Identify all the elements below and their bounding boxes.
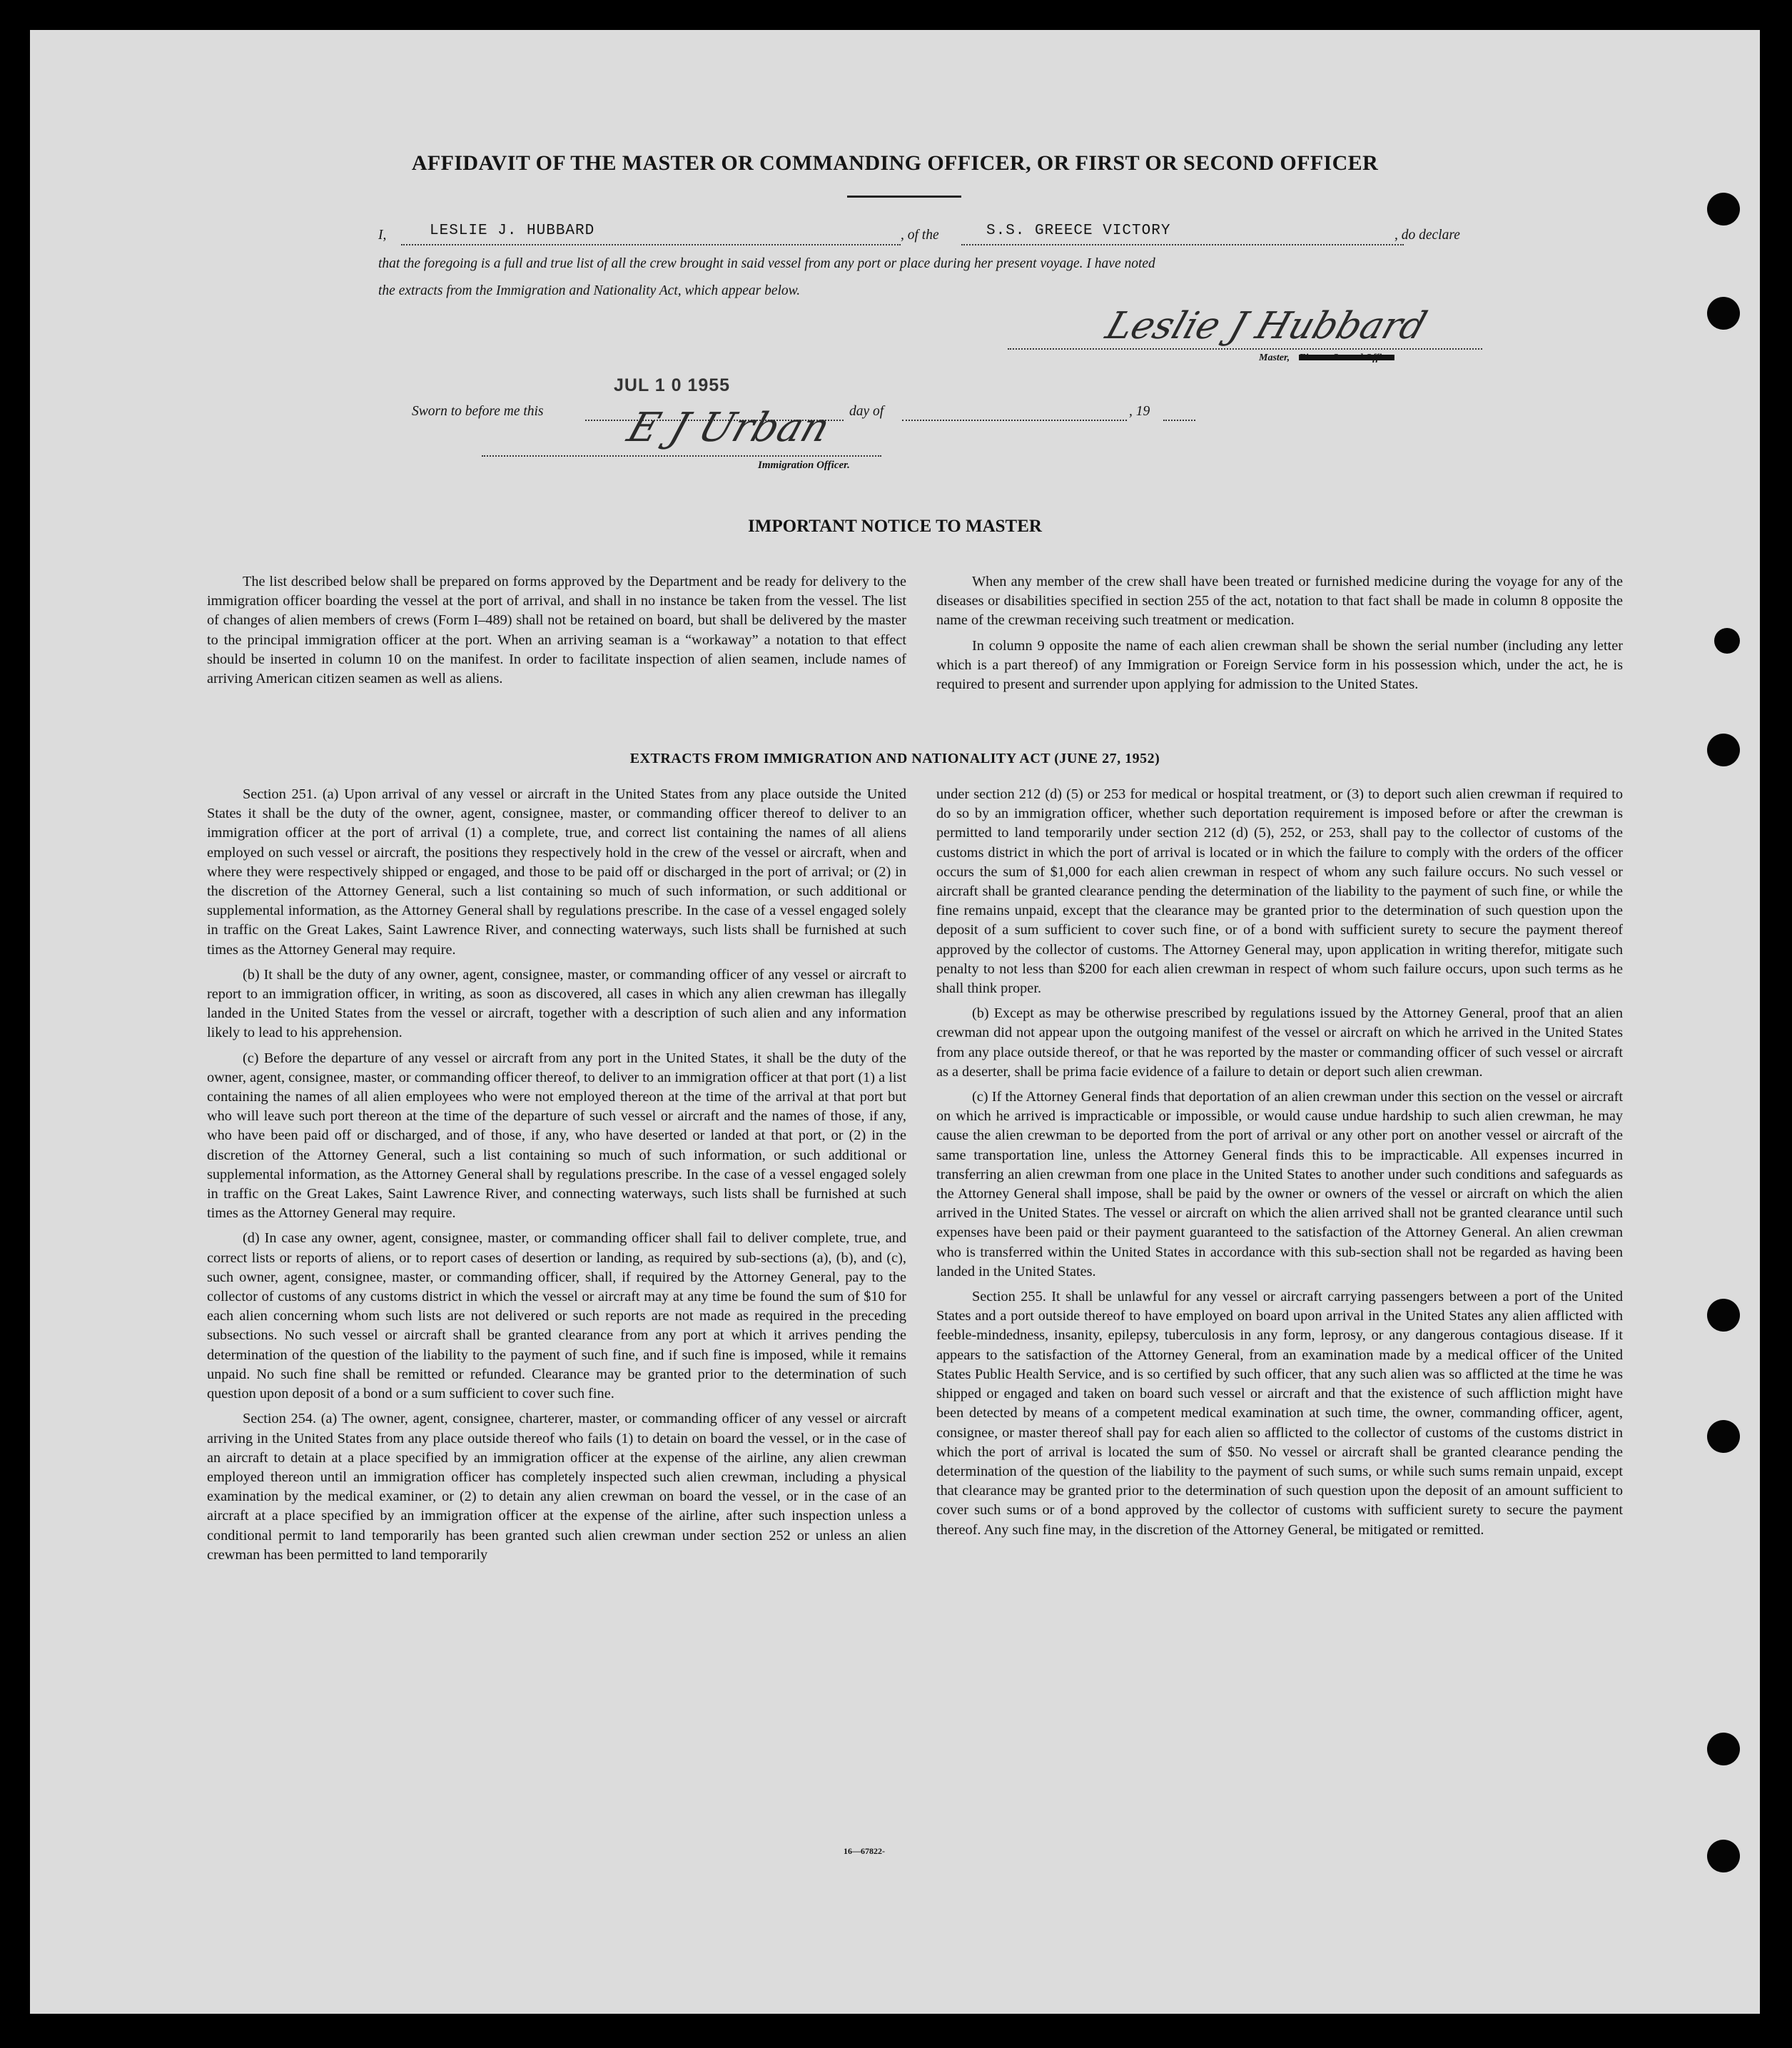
declaration-do-declare: , do declare bbox=[1394, 228, 1460, 243]
section-254-a: Section 254. (a) The owner, agent, consignee, charterer, master, or commanding officer of any vessel or aircraft arriving in the United States from any place outside thereof who fails (1) to detain on board the vessel, or in the case of an aircraft to detain at a place specified by an immigration officer at the expense of the airline, any alien crewman employed thereon until an immigration officer has completely inspected such alien crewman, including a physical examination by the medical examiner, or (2) to detain any alien crewman on board the vessel, or in the case of an aircraft at a place specified by an immigration officer at the expense of the airline, after such inspection unless a conditional permit to land temporarily has been granted such alien crewman under section 252 or unless an alien crewman has been permitted to land temporarily bbox=[207, 1411, 906, 1563]
master-signature-line bbox=[1008, 348, 1482, 350]
section-251-c: (c) Before the departure of any vessel or aircraft from any port in the United States, it shall be the duty of the owner, agent, consignee, master, or commanding officer thereof, to deliver to an immigration officer at that port (1) a list containing the names of all alien employees who were not employed thereon at the time of the arrival at that port but who will leave such port thereon at the time of the departure of such vessel or aircraft and the names of those, if any, who have been paid off or discharged, and of those, if any, who have deserted or landed at that port, or (2) in the discretion of the Attorney General, such a list containing so much of such information, or such additional or supplemental information, as the Attorney General shall by regulations prescribe. In the case of a vessel engaged solely in traffic on the Great Lakes, Saint Lawrence River, and connecting waterways, such lists shall be furnished at such times as the Attorney General may require. bbox=[207, 1050, 906, 1222]
section-251-b: (b) It shall be the duty of any owner, agent, consignee, master, or commanding officer of any vessel or aircraft to report to an immigration officer, in writing, as soon as discovered, all cases in which any alien crewman has illegally landed in the United States from the vessel or aircraft, together with a description of such alien and any information likely to lead to his apprehension. bbox=[207, 966, 906, 1041]
declaration-line-2: that the foregoing is a full and true list of all the crew brought in said vessel from any port or place during her present voyage. I have noted bbox=[378, 256, 1155, 271]
month-line bbox=[902, 420, 1127, 421]
master-caption-struck: First or Second Officer bbox=[1299, 353, 1394, 363]
officer-signature: E J Urban bbox=[622, 405, 836, 451]
punch-hole bbox=[1707, 193, 1740, 225]
punch-hole bbox=[1707, 1420, 1740, 1453]
extracts-title: EXTRACTS FROM IMMIGRATION AND NATIONALITY ACT (JUNE 27, 1952) bbox=[629, 751, 1160, 766]
punch-hole bbox=[1714, 628, 1740, 654]
notice-left-column bbox=[207, 572, 906, 694]
declaration-line-3: the extracts from the Immigration and Nationality Act, which appear below. bbox=[378, 283, 801, 298]
master-signature: Leslie J Hubbard bbox=[1100, 305, 1432, 348]
notice-right-column bbox=[936, 572, 1623, 700]
officer-caption: Immigration Officer. bbox=[758, 460, 850, 471]
punch-hole bbox=[1707, 1840, 1740, 1872]
section-254-c: (c) If the Attorney General finds that deportation of an alien crewman under this section on the vessel or aircraft on which he arrived is impracticable or impossible, or would cause undue hardship to such alien crewman, he may cause the alien crewman to be deported from the port of arrival or any other port on another vessel or aircraft of the same transportation line, unless the Attorney General finds this to be impracticable. All expenses incurred in transferring an alien crewman from one place in the United States to another under such conditions and safeguards as the Attorney General shall impose, shall be paid by the owner or owners of the vessel or aircraft on which the alien arrived in the United States. The vessel or aircraft on which the alien arrived shall not be granted clearance until such expenses have been paid or their payment guaranteed to the satisfaction of the Attorney General. An alien crewman who is transferred within the United States in accordance with this sub-section shall not be regarded as having been landed in the United States. bbox=[936, 1089, 1623, 1279]
section-254-b: (b) Except as may be otherwise prescribed by regulations issued by the Attorney General, proof that an alien crewman did not appear upon the outgoing manifest of the vessel or aircraft on which he arrived in the United States from any place outside thereof, or that he was reported by the master or commanding officer of such vessel or aircraft as a deserter, shall be prima facie evidence of a failure to detain or deport such alien crewman. bbox=[936, 1005, 1623, 1080]
extracts-right-column bbox=[936, 785, 1623, 1546]
day-of: day of bbox=[849, 404, 884, 419]
bleed-through-text bbox=[223, 116, 234, 137]
master-caption: Master, bbox=[1259, 353, 1290, 363]
notice-right-paragraph-2: In column 9 opposite the name of each alien crewman shall be shown the serial number (including any letter which is a part thereof) of any Immigration or Foreign Service form in his possession which, under the act, he is required to present and surrender upon applying for admission to the United States. bbox=[936, 637, 1623, 693]
date-stamp: JUL 1 0 1955 bbox=[614, 375, 731, 395]
punch-hole bbox=[1707, 1733, 1740, 1765]
affidavit-heading: AFFIDAVIT OF THE MASTER OR COMMANDING OFFICER, OR FIRST OR SECOND OFFICER bbox=[411, 151, 1379, 175]
notice-title: IMPORTANT NOTICE TO MASTER bbox=[748, 517, 1042, 536]
heading-rule bbox=[847, 196, 961, 198]
master-name: LESLIE J. HUBBARD bbox=[430, 223, 595, 239]
section-251-a: Section 251. (a) Upon arrival of any vessel or aircraft in the United States from any place outside the United States it shall be the duty of the owner, agent, consignee, master, or commanding officer thereof to deliver to an immigration officer at the port of arrival (1) a complete, true, and correct list containing the names of all aliens employed on such vessel or aircraft, the positions they respectively hold in the crew of the vessel or aircraft, when and where they were respectively shipped or engaged, and those to be paid off or discharged in the port of arrival; or (2) in the discretion of the Attorney General, such a list containing so much of such information, or such additional or supplemental information, as the Attorney General shall by regulations prescribe. In the case of a vessel engaged solely in traffic on the Great Lakes, Saint Lawrence River, and connecting waterways, such lists shall be furnished at such times as the Attorney General may require. bbox=[207, 786, 906, 958]
notice-left-paragraph: The list described below shall be prepared on forms approved by the Department and be ready for delivery to the immigration officer boarding the vessel at the port of arrival, and shall in no instance be taken from the vessel. The list of changes of alien members of crews (Form I–489) shall not be retained on board, but shall be delivered by the master to the principal immigration officer at the port. When an arriving seaman is a “workaway” a notation to that effect should be inserted in column 10 on the manifest. In order to facilitate inspection of alien seamen, include names of arriving American citizen seamen as well as aliens. bbox=[207, 574, 906, 687]
vessel-line bbox=[961, 244, 1404, 245]
vessel-name: S.S. GREECE VICTORY bbox=[986, 223, 1171, 239]
form-code: 16—67822- bbox=[844, 1846, 885, 1856]
section-255: Section 255. It shall be unlawful for any vessel or aircraft carrying passengers between a port of the United States and a port outside thereof to have employed on board upon arrival in the United States any alien afflicted with feeble-mindedness, insanity, epilepsy, tuberculosis in any form, leprosy, or any dangerous contagious disease. If it appears to the satisfaction of the Attorney General, from an examination made by a medical officer of the United States Public Health Service, and is so certified by such officer, that any such alien was so afflicted at the time he was shipped or engaged and taken on board such vessel or aircraft and that the existence of such affliction might have been detected by means of a competent medical examination at such time, the owner, commanding officer, agent, consignee, or master thereof shall pay for each alien so afflicted to the collector of customs of the customs district in which the port of arrival is located the sum of $50. No vessel or aircraft shall be granted clearance pending the determination of the question of the liability to the payment of such sums, or while such sums remain unpaid, except that clearance may be granted prior to the determination of such question upon the deposit of an amount sufficient to cover such sums or of a bond approved by the collector of customs with sufficient surety to secure the payment thereof. Any such fine may, in the discretion of the Attorney General, be mitigated or remitted. bbox=[936, 1289, 1623, 1538]
year-line bbox=[1163, 420, 1195, 421]
declaration-of-the: , of the bbox=[901, 228, 939, 243]
punch-hole bbox=[1707, 297, 1740, 330]
section-251-d: (d) In case any owner, agent, consignee, master, or commanding officer shall fail to deliver complete, true, and correct lists or reports of aliens, or to report cases of desertion or landing, as required by sub-sections (a), (b), and (c), such owner, agent, consignee, master, or commanding officer, shall, if required by the Attorney General, pay to the collector of customs of any customs district in which the vessel or aircraft may at any time be found the sum of $10 for each alien concerning whom such lists are not delivered or such reports are not made as required in the preceding subsections. No such vessel or aircraft shall be granted clearance from any port at which it arrives pending the determination of the question of the liability to the payment of such fine, and if such fine is imposed, while it remains unpaid. No such fine shall be remitted or refunded. Clearance may be granted prior to the determination of such question upon deposit of a bond or a sum sufficient to cover such fine. bbox=[207, 1230, 906, 1402]
year-prefix: , 19 bbox=[1129, 404, 1150, 419]
punch-hole bbox=[1707, 1299, 1740, 1332]
notice-right-paragraph-1: When any member of the crew shall have been treated or furnished medicine during the voyage for any of the diseases or disabilities specified in section 255 of the act, notation to that fact shall be made in column 8 opposite the name of the crewman receiving such treatment or medication. bbox=[936, 574, 1623, 629]
name-line bbox=[401, 244, 901, 245]
officer-signature-line bbox=[482, 455, 881, 457]
declaration-i: I, bbox=[378, 228, 387, 243]
section-254-a-cont: under section 212 (d) (5) or 253 for medical or hospital treatment, or (3) to deport such alien crewman if required to do so by an immigration officer, whether such deportation requirement is imposed before or after the crewman is permitted to land temporarily under section 212 (d) (5), 252, or 253, shall pay to the collector of customs of the customs district in which the port of arrival is located or in which the failure to comply with the orders of the officer occurs the sum of $1,000 for each alien crewman in respect of whom any such failure occurs. No such vessel or aircraft shall be granted clearance pending the determination of the liability to the payment of such fine, or while the fine remains unpaid, except that the clearance may be granted prior to the determination of such question upon the deposit of a sum sufficient to cover such fine, or of a bond with sufficient surety to secure the payment thereof approved by the collector of customs. The Attorney General may, upon application in writing therefor, mitigate such penalty to not less than $200 for each alien crewman in respect of whom such failure occurs, upon such terms as he shall think proper. bbox=[936, 786, 1623, 997]
sworn-prefix: Sworn to before me this bbox=[412, 404, 544, 419]
document-page bbox=[30, 30, 1760, 2014]
extracts-left-column bbox=[207, 785, 906, 1571]
